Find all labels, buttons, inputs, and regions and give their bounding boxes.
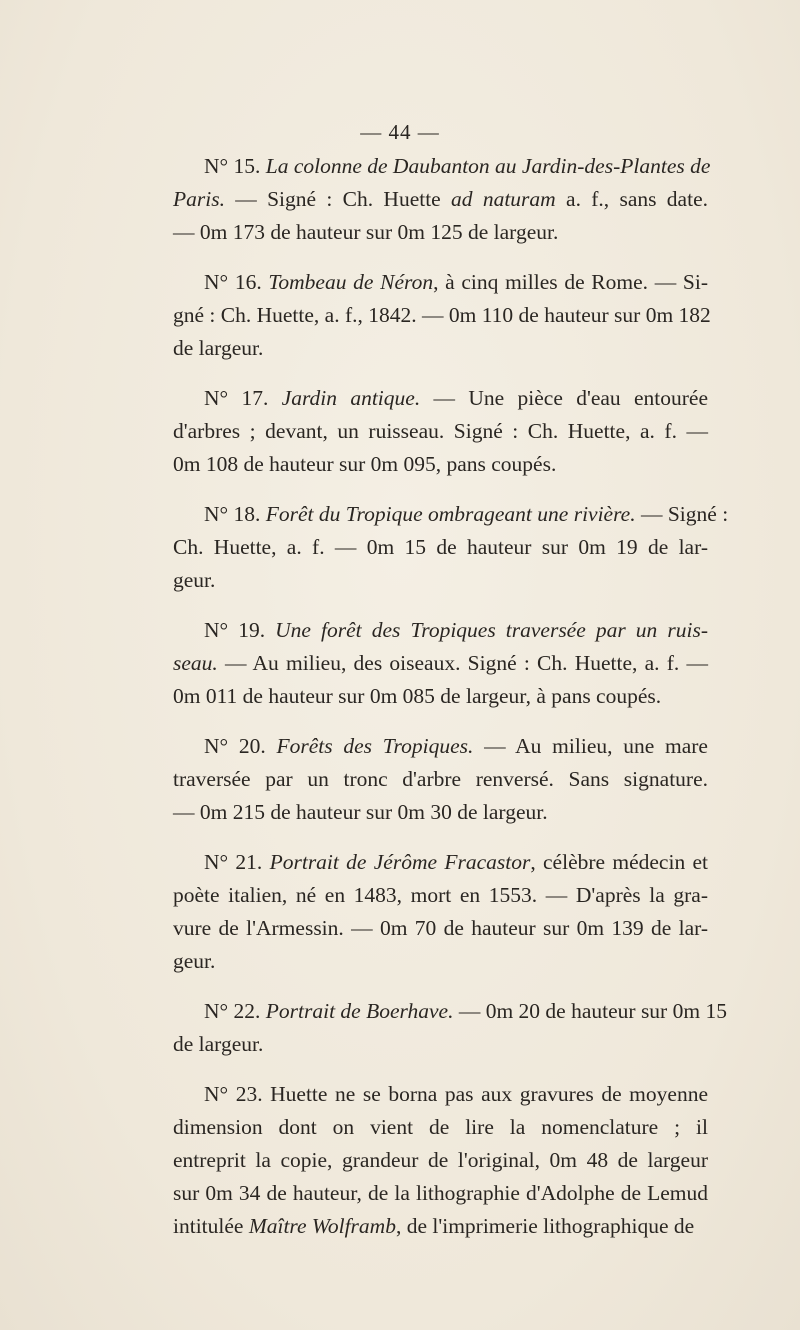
italic-text: Une forêt des Tropiques traversée par un ruis- xyxy=(275,618,708,642)
text: — Une pièce d'eau entourée xyxy=(420,386,708,410)
text: N° 19. xyxy=(204,618,276,642)
text: gné : Ch. Huette, a. f., 1842. — 0m 110 de hauteur sur 0m 182 xyxy=(173,303,711,327)
text-line xyxy=(173,796,708,829)
text-line xyxy=(173,266,708,299)
text-line xyxy=(173,299,711,332)
text: — Au milieu, une mare xyxy=(473,734,708,758)
text: — 0m 215 de hauteur sur 0m 30 de largeur. xyxy=(173,800,548,824)
text-line xyxy=(173,1144,708,1177)
catalog-entry xyxy=(173,382,708,481)
catalog-entry xyxy=(173,846,708,978)
italic-text: Jardin antique. xyxy=(281,386,421,410)
text: vure de l'Armessin. — 0m 70 de hauteur sur 0m 139 de lar- xyxy=(173,916,708,940)
text-line xyxy=(173,448,708,481)
text: — Signé : xyxy=(635,502,729,526)
catalog-entries xyxy=(173,150,729,1260)
text-line xyxy=(173,912,708,945)
italic-text: Paris. xyxy=(173,187,225,211)
text-line xyxy=(173,1111,708,1144)
text: geur. xyxy=(173,949,216,973)
text: N° 18. xyxy=(204,502,266,526)
catalog-entry xyxy=(173,614,708,713)
italic-text: Forêts des Tropiques. xyxy=(276,734,474,758)
text-line xyxy=(173,382,708,415)
text: geur. xyxy=(173,568,216,592)
text-line xyxy=(173,846,708,879)
text: N° 17. xyxy=(204,386,282,410)
text: — Au milieu, des oiseaux. Signé : Ch. Huette, a. f. — xyxy=(217,651,708,675)
italic-text: Portrait de Boerhave. xyxy=(265,999,454,1023)
italic-text: ad naturam xyxy=(451,187,556,211)
text: N° 22. xyxy=(204,999,266,1023)
text-line xyxy=(173,680,708,713)
italic-text: Tombeau de Néron xyxy=(268,270,434,294)
catalog-entry xyxy=(173,995,727,1061)
catalog-entry xyxy=(173,1078,708,1243)
text: 0m 108 de hauteur sur 0m 095, pans coupés. xyxy=(173,452,557,476)
text: traversée par un tronc d'arbre renversé. Sans signature. xyxy=(173,767,708,791)
text-line xyxy=(173,1210,708,1243)
text-line xyxy=(173,1177,708,1210)
text: de largeur. xyxy=(173,336,264,360)
text-line xyxy=(173,1078,708,1111)
text: , de l'imprimerie lithographique de xyxy=(395,1214,695,1238)
text: Ch. Huette, a. f. — 0m 15 de hauteur sur 0m 19 de lar- xyxy=(173,535,708,559)
text: de largeur. xyxy=(173,1032,264,1056)
text-line xyxy=(173,332,708,365)
text-line xyxy=(173,150,711,183)
text: , célèbre médecin et xyxy=(530,850,708,874)
catalog-entry xyxy=(173,730,708,829)
italic-text: seau. xyxy=(173,651,218,675)
text: poète italien, né en 1483, mort en 1553. — D'après la gra- xyxy=(173,883,708,907)
italic-text: Portrait de Jérôme Fracastor xyxy=(269,850,531,874)
text: N° 16. xyxy=(204,270,269,294)
text-line xyxy=(173,945,708,978)
text-line xyxy=(173,1028,708,1061)
text-line xyxy=(173,183,708,216)
text: N° 23. Huette ne se borna pas aux gravures de moyenne xyxy=(204,1082,708,1106)
text: , à cinq milles de Rome. — Si- xyxy=(433,270,709,294)
text-line xyxy=(173,564,708,597)
text-line xyxy=(173,647,708,680)
text-line xyxy=(173,216,708,249)
text-line xyxy=(173,763,708,796)
text: N° 15. xyxy=(204,154,266,178)
text: N° 20. xyxy=(204,734,277,758)
text-line xyxy=(173,498,729,531)
text-line xyxy=(173,995,727,1028)
catalog-entry xyxy=(173,150,711,249)
text: — 0m 173 de hauteur sur 0m 125 de largeur. xyxy=(173,220,559,244)
text-line xyxy=(173,415,708,448)
italic-text: La colonne de Daubanton au Jardin-des-Plantes de xyxy=(265,154,711,178)
text: N° 21. xyxy=(204,850,270,874)
text: d'arbres ; devant, un ruisseau. Signé : Ch. Huette, a. f. — xyxy=(173,419,708,443)
catalog-entry xyxy=(173,498,729,597)
text: — Signé : Ch. Huette xyxy=(224,187,452,211)
italic-text: Maître Wolframb xyxy=(248,1214,396,1238)
catalog-entry xyxy=(173,266,711,365)
text: entreprit la copie, grandeur de l'original, 0m 48 de largeur xyxy=(173,1148,708,1172)
text: intitulée xyxy=(173,1214,249,1238)
italic-text: Forêt du Tropique ombrageant une rivière. xyxy=(265,502,636,526)
text: a. f., sans date. xyxy=(555,187,708,211)
text-line xyxy=(173,730,708,763)
text: dimension dont on vient de lire la nomenclature ; il xyxy=(173,1115,708,1139)
text: 0m 011 de hauteur sur 0m 085 de largeur, à pans coupés. xyxy=(173,684,662,708)
text: sur 0m 34 de hauteur, de la lithographie d'Adolphe de Lemud xyxy=(173,1181,708,1205)
text-line xyxy=(173,614,708,647)
text: — 0m 20 de hauteur sur 0m 15 xyxy=(453,999,727,1023)
page-number: — 44 — xyxy=(360,120,440,144)
text-line xyxy=(173,879,708,912)
text-line xyxy=(173,531,708,564)
